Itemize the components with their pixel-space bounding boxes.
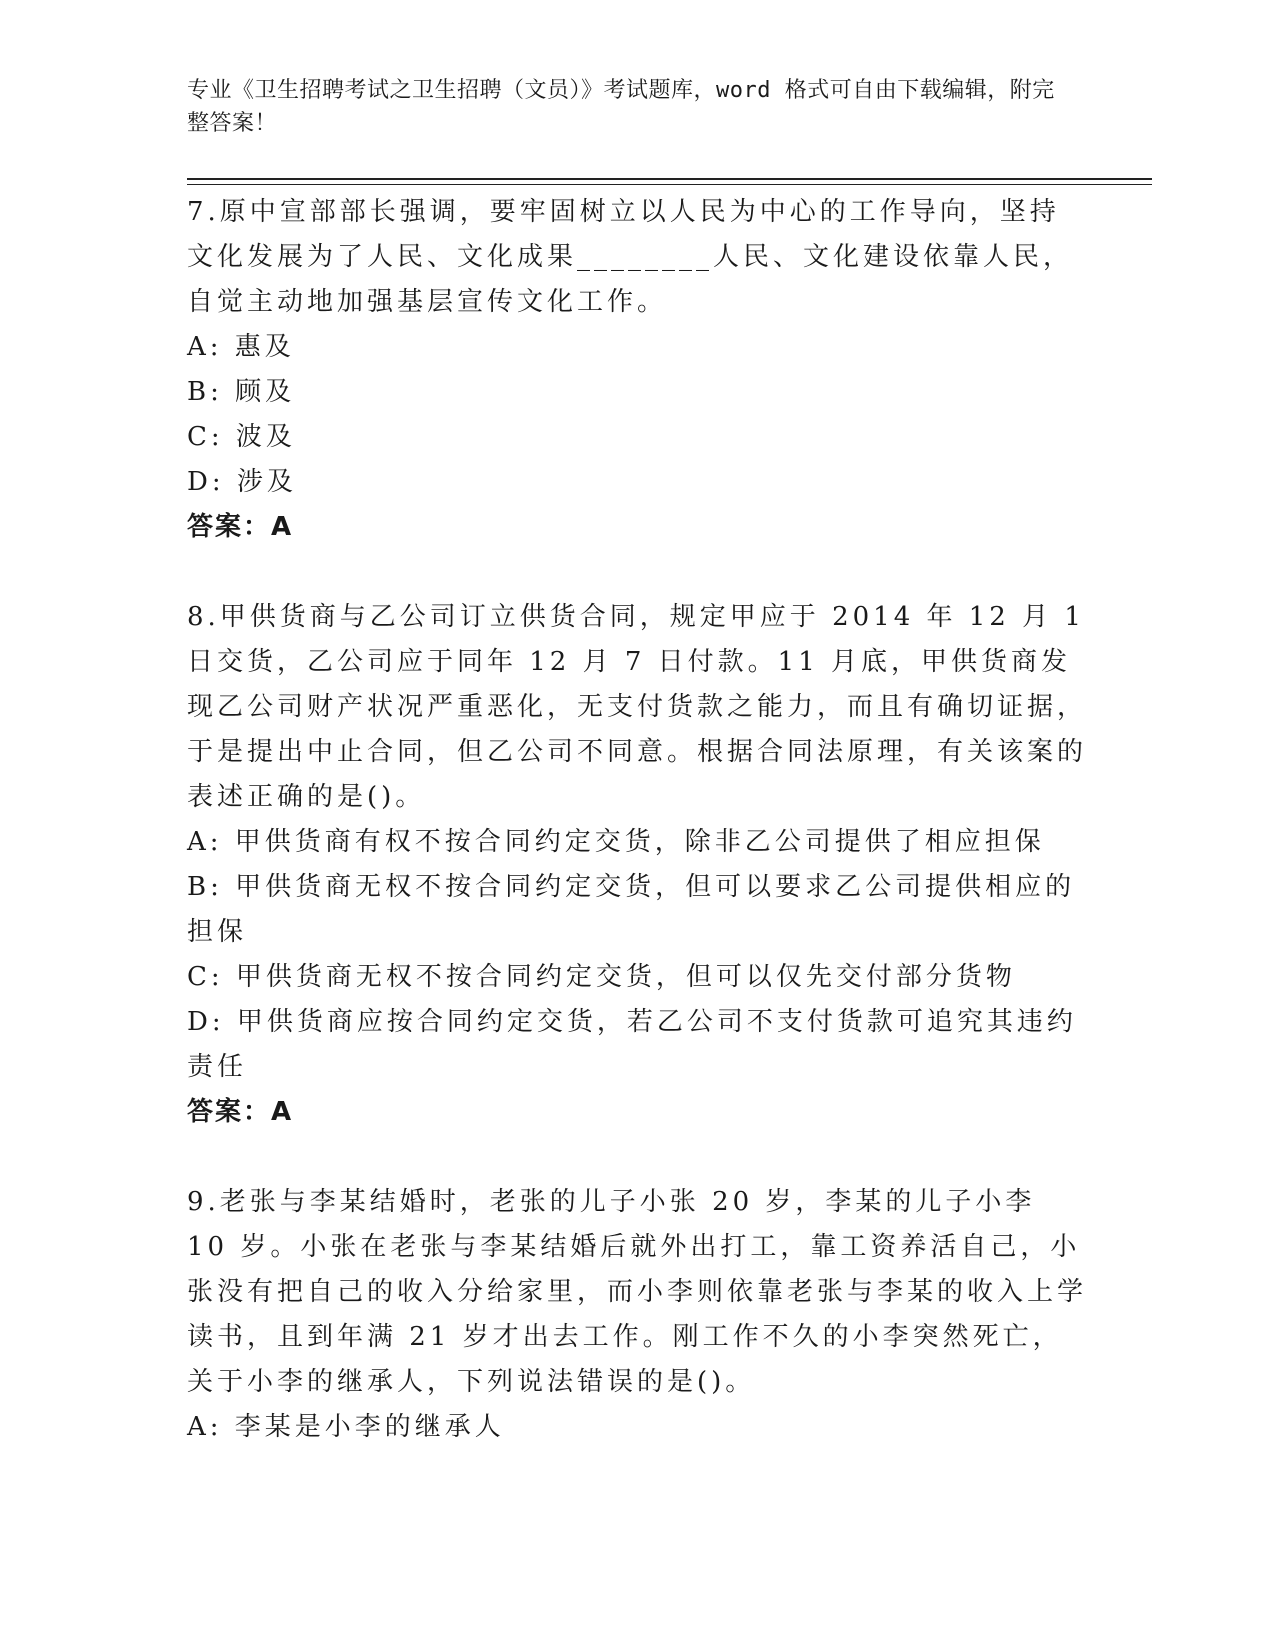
option-d: D: 甲供货商应按合同约定交货，若乙公司不支付货款可追究其违约责任 [187,1007,1077,1082]
option-c: C: 波及 [187,422,296,452]
answer: 答案：A [187,1097,294,1127]
question-7 [187,190,1087,550]
question-stem: 8.甲供货商与乙公司订立供货合同，规定甲应于 2014 年 12 月 1 日交货，乙公司应于同年 12 月 7 日付款。11 月底，甲供货商发现乙公司财产状况严重恶化，无支付货款之能力，而且有确切证据，于是提出中止合同，但乙公司不同意。根据合同法原理，有关该案的表述正确的是()。 [187,602,1088,812]
question-stem: 9.老张与李某结婚时，老张的儿子小张 20 岁，李某的儿子小李 10 岁。小张在老张与李某结婚后就外出打工，靠工资养活自己，小张没有把自己的收入分给家里，而小李则依靠老张与李某的收入上学读书，且到年满 21 岁才出去工作。刚工作不久的小李突然死亡，关于小李的继承人，下列说法错误的是()。 [187,1187,1088,1397]
option-c: C: 甲供货商无权不按合同约定交货，但可以仅先交付部分货物 [187,962,1016,992]
option-a: A: 甲供货商有权不按合同约定交货，除非乙公司提供了相应担保 [187,827,1045,857]
option-a: A: 李某是小李的继承人 [187,1412,505,1442]
header-divider-thin [187,184,1152,185]
document-header: 专业《卫生招聘考试之卫生招聘（文员）》考试题库，word 格式可自由下载编辑，附完整答案！ [187,78,1055,136]
question-9 [187,1180,1087,1450]
question-stem: 7.原中宣部部长强调，要牢固树立以人民为中心的工作导向，坚持文化发展为了人民、文化成果________人民、文化建设依靠人民，自觉主动地加强基层宣传文化工作。 [187,197,1074,317]
answer: 答案：A [187,512,294,542]
question-8 [187,595,1087,1135]
header-divider-thick [187,178,1152,180]
option-d: D: 涉及 [187,467,297,497]
option-b: B: 甲供货商无权不按合同约定交货，但可以要求乙公司提供相应的担保 [187,872,1076,947]
question-list [187,190,1087,1450]
option-b: B: 顾及 [187,377,296,407]
question-spacer [187,1135,1087,1180]
option-a: A: 惠及 [187,332,295,362]
question-spacer [187,550,1087,595]
